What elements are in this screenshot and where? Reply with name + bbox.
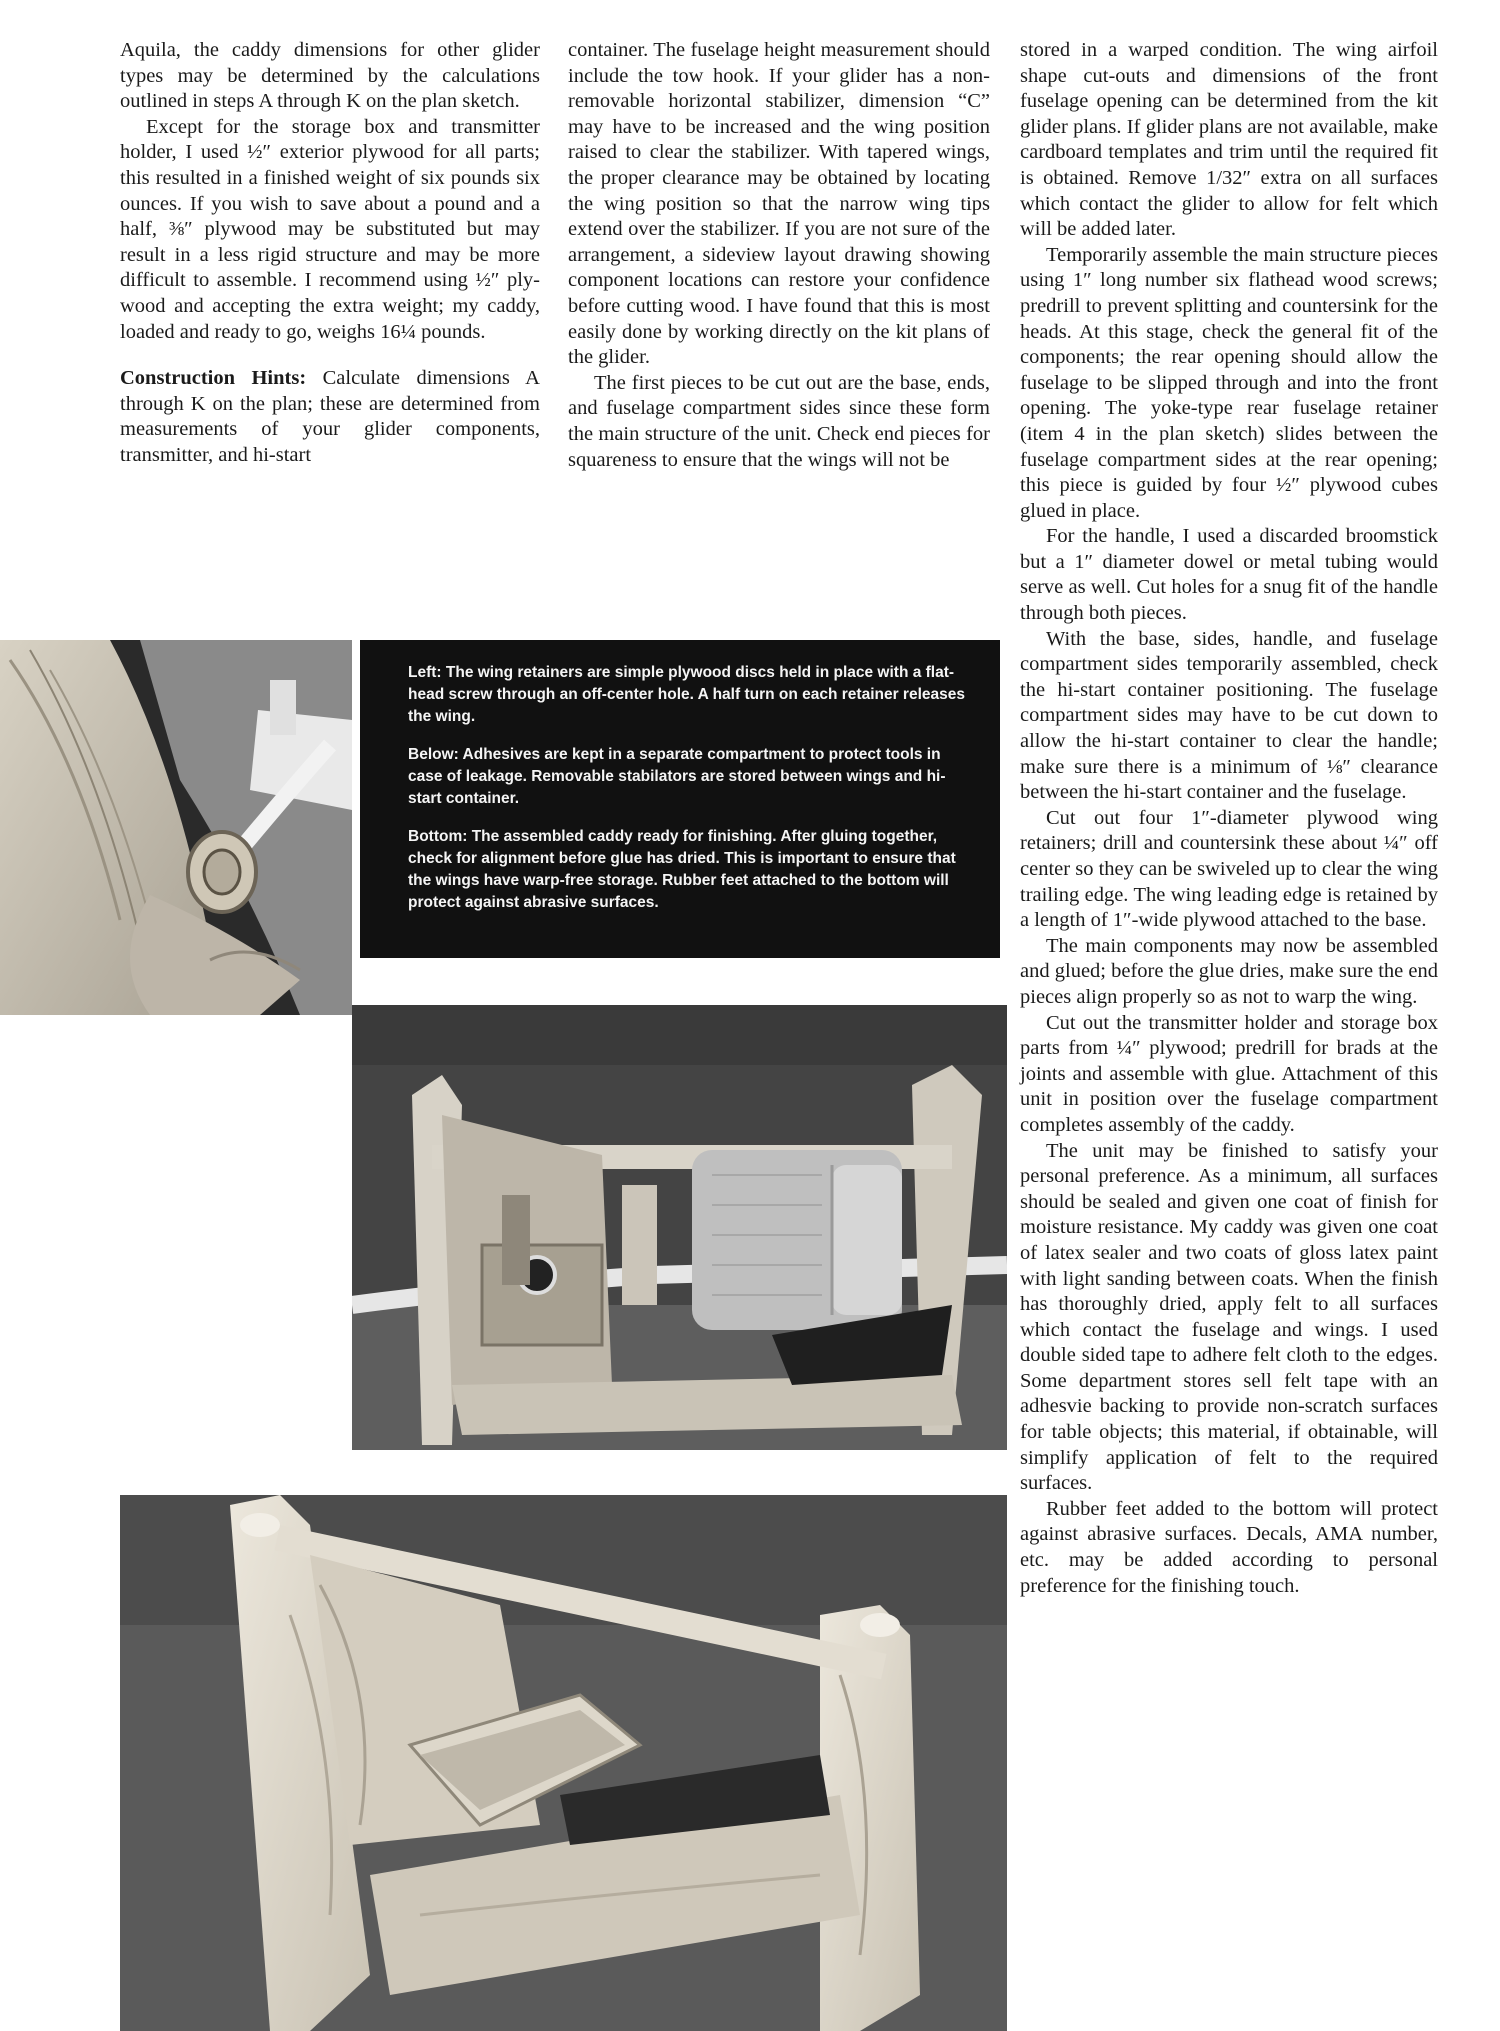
text-column-1 — [120, 38, 540, 469]
caddy-compartments-illustration — [352, 1005, 1007, 1450]
paragraph: The main components may now be assembled and glued; before the glue dries, make sure the end pieces align properly so as not to warp the wing. — [1020, 934, 1438, 1008]
photo-wing-retainer — [0, 640, 352, 1015]
paragraph: The unit may be finished to satisfy your personal preference. As a minimum, all surfaces should be sealed and given one coat of finish for moisture resistance. My caddy was given one coat of latex sealer and two coats of gloss latex paint with light sanding between coats. When the finish has thoroughly dried, apply felt to all surfaces which contact the fuselage and wings. I used double sided tape to adhere felt cloth to the edges. Some department stores sell felt tape with an adhesvie backing to provide non-scratch surfaces for table objects; this material, if obtainable, will simplify application of felt to the required surfaces. — [1020, 1139, 1438, 1495]
photo-assembled-caddy — [120, 1495, 1007, 2031]
paragraph: For the handle, I used a discarded broomstick but a 1″ diameter dowel or metal tubing would serve as well. Cut holes for a snug fit of the handle through both pieces. — [1020, 525, 1438, 625]
paragraph: Except for the storage box and transmitter holder, I used ½″ exterior plywood for all parts; this resulted in a finished weight of six pounds six ounces. If you wish to save about a pound and a half, ⅜″ plywood may be substituted but may result in a less rigid structure and may be more difficult to assemble. I recommend using ½″ plywood and accepting the extra weight; my caddy, loaded and ready to go, weighs 16¼ pounds. — [120, 115, 540, 343]
section-heading: Construction Hints: — [120, 367, 307, 390]
paragraph — [120, 366, 540, 468]
paragraph: Cut out the transmitter holder and storage box parts from ¼″ plywood; predrill for brads at the joints and assemble with glue. Attachment of this unit in position over the fuselage compartment completes assembly of the caddy. — [1020, 1011, 1438, 1136]
caption-left: Left: The wing retainers are simple plywood discs held in place with a flat-head screw through an off-center hole. A half turn on each retainer releases the wing. — [408, 664, 965, 725]
caption-below: Below: Adhesives are kept in a separate compartment to protect tools in case of leakage. Removable stabilators are stored between wings and hi-start container. — [408, 746, 946, 807]
assembled-caddy-illustration — [120, 1495, 1007, 2031]
paragraph: Aquila, the caddy dimensions for other glider types may be determined by the calculations outlined in steps A through K on the plan sketch. — [120, 39, 540, 113]
text-column-3 — [1020, 38, 1438, 1599]
paragraph-text: Calculate dimensions A through K on the plan; these are determined from measurements of your glider components, transmitter, and hi-start — [120, 367, 540, 466]
caption-bottom: Bottom: The assembled caddy ready for finishing. After gluing together, check for alignment before glue has dried. This is important to ensure that the wings have warp-free storage. Rubber feet attached to the bottom will protect against abrasive surfaces. — [408, 828, 956, 911]
paragraph: With the base, sides, handle, and fuselage compartment sides temporarily assembled, check the hi-start container positioning. The fuselage compartment sides may have to be cut down to allow the hi-start container to clear the handle; make sure there is a minimum of ⅛″ clearance between the hi-start container and the fuselage. — [1020, 627, 1438, 804]
paragraph: Temporarily assemble the main structure pieces using 1″ long number six flathead wood screws; predrill to prevent splitting and countersink for the heads. At this stage, check the general fit of the components; the rear opening should allow the fuselage to be slipped through and into the front opening. The yoke-type rear fuselage retainer (item 4 in the plan sketch) slides between the fuselage compartment sides at the rear opening; this piece is guided by four ½″ plywood cubes glued in place. — [1020, 243, 1438, 522]
photo-caption-box — [360, 640, 1000, 958]
wing-retainer-illustration — [0, 640, 352, 1015]
photo-caddy-compartments — [352, 1005, 1007, 1450]
paragraph: Rubber feet added to the bottom will protect against abrasive surfaces. Decals, AMA number, etc. may be added according to personal preference for the finishing touch. — [1020, 1497, 1438, 1597]
paragraph: stored in a warped condition. The wing airfoil shape cut-outs and dimensions of the front fuselage opening can be determined from the kit glider plans. If glider plans are not available, make cardboard templates and trim until the required fit is obtained. Remove 1/32″ extra on all surfaces which contact the glider to allow for felt which will be added later. — [1020, 39, 1438, 241]
paragraph: The first pieces to be cut out are the base, ends, and fuselage compartment sides since these form the main structure of the unit. Check end pieces for squareness to ensure that the wings will not be — [568, 371, 990, 471]
paragraph: Cut out four 1″-diameter plywood wing retainers; drill and countersink these about ¼″ off center so they can be swiveled up to clear the wing trailing edge. The wing leading edge is retained by a length of 1″-wide plywood attached to the base. — [1020, 806, 1438, 932]
text-column-2 — [568, 38, 990, 473]
paragraph: container. The fuselage height measurement should include the tow hook. If your glider has a non-removable horizontal stabilizer, dimension “C” may have to be increased and the wing position raised to clear the stabilizer. With tapered wings, the proper clearance may be obtained by locating the wing position so that the narrow wing tips extend over the stabilizer. If you are not sure of the arrangement, a sideview layout drawing showing component locations can restore your confidence before cutting wood. I have found that this is most easily done by working directly on the kit plans of the glider. — [568, 39, 990, 369]
